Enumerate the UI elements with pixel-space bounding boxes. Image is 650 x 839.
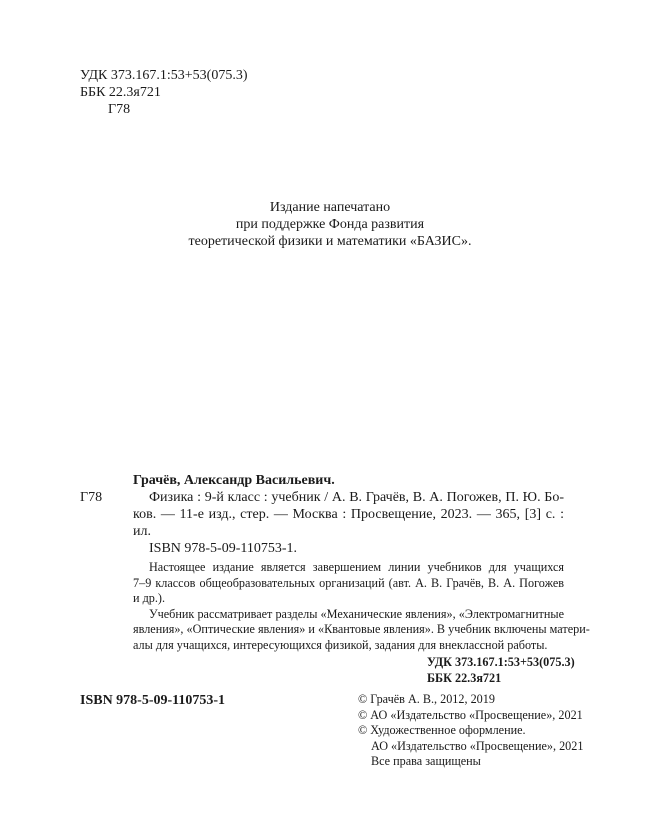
copyright-line: © АО «Издательство «Просвещение», 2021 — [358, 707, 583, 722]
annotation-line: Настоящее издание является завершением линии учебников для учащихся — [149, 560, 564, 574]
support-line: теоретической физики и математики «БАЗИС». — [188, 234, 472, 249]
card-author-sign: Г78 — [80, 490, 103, 505]
annotation-line: алы для учащихся, интересующихся физикой, задания для внеклассной работы. — [133, 637, 548, 652]
copyright-line: © Грачёв А. В., 2012, 2019 — [358, 692, 495, 706]
udk-code: УДК 373.167.1:53+53(075.3) — [80, 68, 248, 83]
footer-isbn: ISBN 978-5-09-110753-1 — [80, 693, 226, 708]
top-codes — [80, 67, 248, 118]
author-heading: Грачёв, Александр Васильевич. — [133, 473, 335, 488]
support-note — [130, 199, 530, 250]
card-isbn: ISBN 978-5-09-110753-1. — [149, 541, 298, 556]
copyright-line: Все права защищены — [371, 754, 481, 768]
description-line: ил. — [133, 524, 151, 539]
author-sign: Г78 — [108, 102, 131, 117]
copyright-line: АО «Издательство «Просвещение», 2021 — [371, 738, 584, 753]
copyright-line: © Художественное оформление. — [358, 723, 526, 737]
annotation-line: явления», «Оптические явления» и «Квантовые явления». В учебник включены матери- — [133, 622, 590, 636]
support-line: при поддержке Фонда развития — [235, 217, 425, 232]
copyrights — [358, 692, 583, 770]
annotation-line: и др.). — [133, 591, 166, 605]
annotation-line: Учебник рассматривает разделы «Механические явления», «Электромагнитные — [149, 606, 564, 621]
annotation-line: 7–9 классов общеобразовательных организаций (авт. А. В. Грачёв, В. А. Погожев — [133, 575, 564, 590]
support-line: Издание напечатано — [269, 200, 391, 215]
description-line: ков. — 11-е изд., стер. — Москва : Просвещение, 2023. — 365, [3] с. : — [133, 507, 564, 522]
card-udk: УДК 373.167.1:53+53(075.3) — [427, 655, 575, 669]
bbk-code: ББК 22.3я721 — [80, 85, 161, 100]
description-line: Физика : 9-й класс : учебник / А. В. Грачёв, В. А. Погожев, П. Ю. Бо- — [149, 490, 564, 505]
card-bbk: ББК 22.3я721 — [427, 670, 502, 685]
bibliographic-description — [133, 489, 564, 557]
annotation — [133, 560, 590, 653]
card-classification — [427, 655, 575, 686]
